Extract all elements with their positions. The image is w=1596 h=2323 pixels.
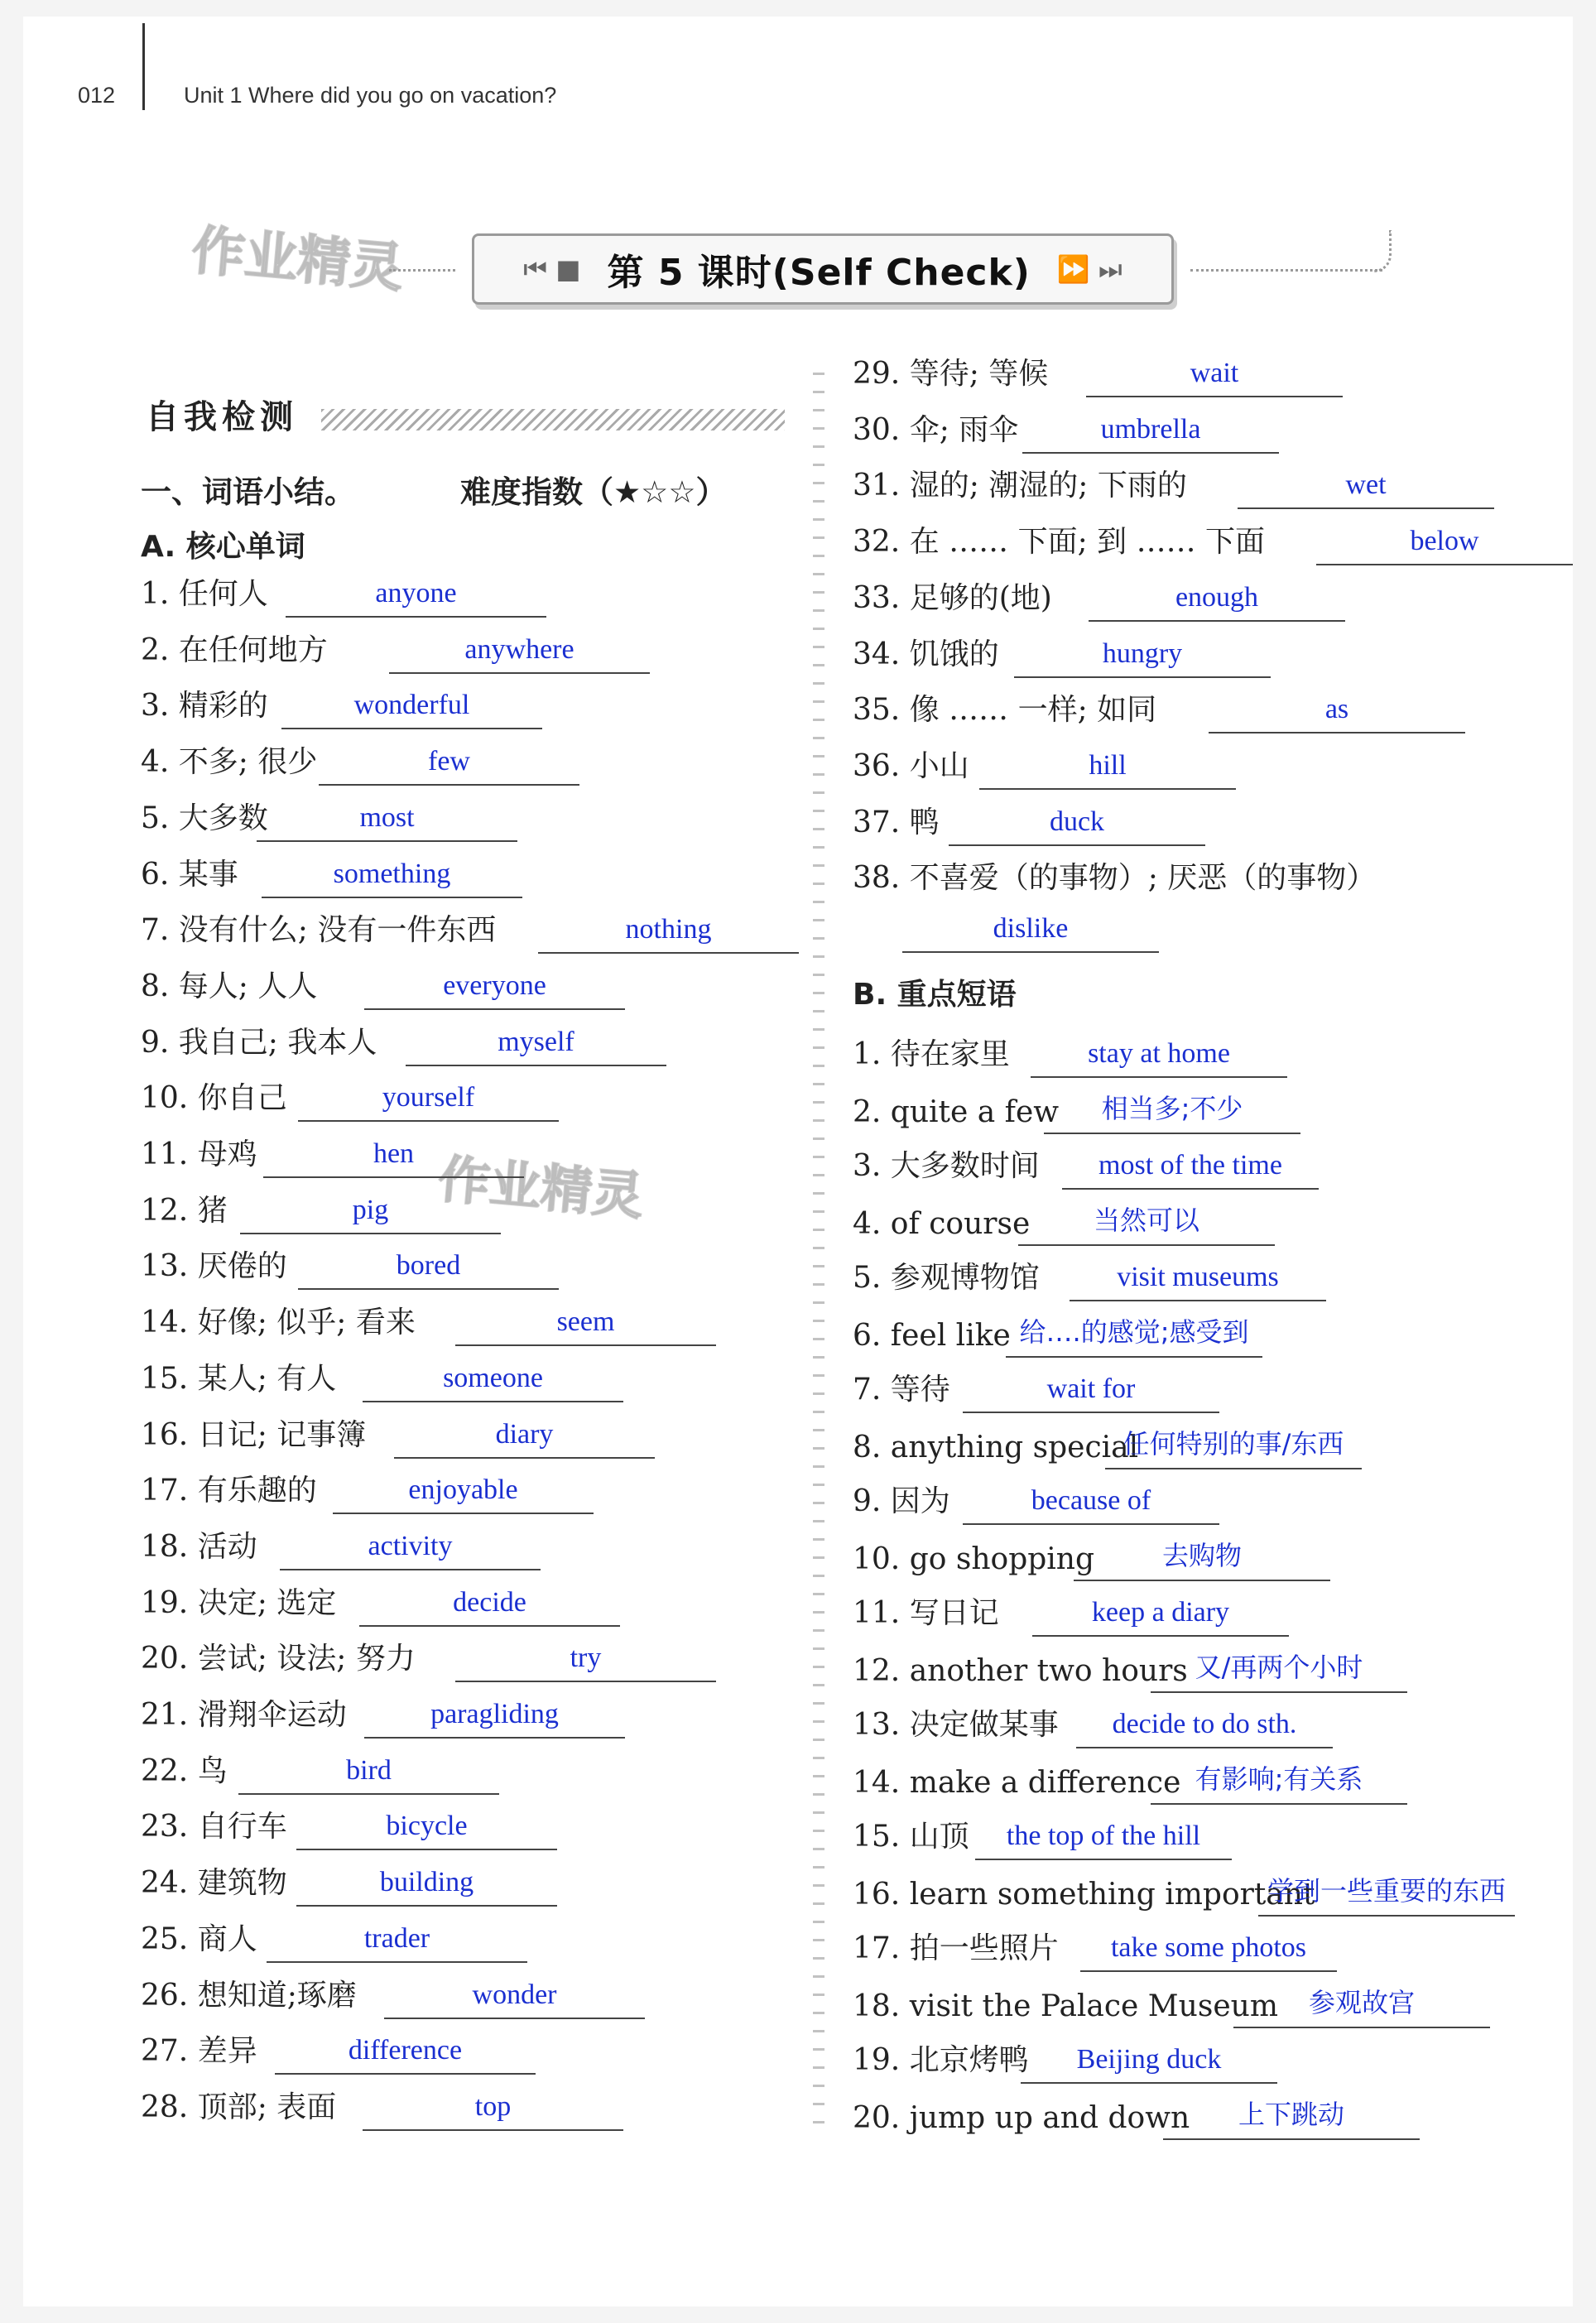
header-divider xyxy=(142,23,145,110)
vocab-item xyxy=(853,740,1548,790)
answer-blank-line xyxy=(257,840,517,842)
answer-blank-line xyxy=(298,1120,559,1122)
vocab-item xyxy=(853,572,1548,622)
item-prompt: 15. 山顶 xyxy=(853,1820,969,1854)
page-number: 012 xyxy=(78,83,116,108)
handwritten-answer: bored xyxy=(396,1250,461,1282)
item-prompt: 2. quite a few xyxy=(853,1094,1060,1129)
section-hatch-decoration xyxy=(321,409,785,430)
handwritten-answer: duck xyxy=(1049,806,1105,837)
handwritten-answer: top xyxy=(474,2090,512,2122)
item-prompt: 3. 精彩的 xyxy=(141,689,268,724)
answer-blank-line xyxy=(267,1961,527,1963)
item-prompt: 33. 足够的(地) xyxy=(853,580,1052,615)
phrase-item xyxy=(853,1252,1548,1301)
item-prompt: 23. 自行车 xyxy=(141,1810,287,1844)
item-prompt: 1. 任何人 xyxy=(141,577,268,611)
item-prompt: 9. 因为 xyxy=(853,1484,950,1518)
handwritten-answer: pig xyxy=(352,1194,389,1225)
handwritten-answer: most xyxy=(359,801,415,833)
item-prompt: 14. make a difference xyxy=(853,1765,1181,1800)
handwritten-answer: 给….的感觉;感受到 xyxy=(1019,1315,1249,1348)
vocab-item xyxy=(141,1464,803,1514)
answer-blank-line xyxy=(363,1401,623,1402)
item-prompt: 24. 建筑物 xyxy=(141,1866,287,1901)
answer-blank-line xyxy=(286,616,546,618)
item-prompt: 8. 每人; 人人 xyxy=(141,969,318,1003)
answer-blank-line xyxy=(949,844,1205,846)
handwritten-answer: nothing xyxy=(625,914,712,945)
vocab-item xyxy=(141,1521,803,1570)
answer-blank-line xyxy=(1062,1188,1319,1190)
phrase-item xyxy=(853,1979,1548,2028)
answer-blank-line xyxy=(1089,620,1345,622)
phrase-item xyxy=(853,1587,1548,1637)
handwritten-answer: wait for xyxy=(1046,1373,1136,1404)
item-prompt: 19. 决定; 选定 xyxy=(141,1585,337,1620)
item-prompt: 17. 拍一些照片 xyxy=(853,1931,1059,1965)
vocab-item xyxy=(853,516,1548,565)
handwritten-answer: hill xyxy=(1089,749,1127,781)
answer-blank-line xyxy=(240,1233,501,1234)
answer-blank-line xyxy=(1044,1133,1300,1134)
answer-blank-line xyxy=(394,1457,655,1459)
answer-blank-line xyxy=(1086,396,1343,397)
vocab-item xyxy=(141,1857,803,1907)
answer-blank-line xyxy=(1233,2027,1490,2028)
handwritten-answer: keep a diary xyxy=(1091,1597,1230,1628)
item-prompt: 1. 待在家里 xyxy=(853,1037,1010,1071)
answer-blank-line xyxy=(364,1008,625,1010)
item-prompt: 31. 湿的; 潮湿的; 下雨的 xyxy=(853,469,1187,503)
item-prompt: 10. go shopping xyxy=(853,1541,1095,1576)
item-prompt: 20. 尝试; 设法; 努力 xyxy=(141,1642,416,1676)
handwritten-answer: anywhere xyxy=(464,633,574,665)
lesson-title: 第 5 课时(Self Check) xyxy=(607,252,1031,294)
handwritten-answer: wonderful xyxy=(353,690,470,721)
answer-blank-line xyxy=(263,1176,524,1178)
vocab-item xyxy=(141,1970,803,2019)
phrase-item xyxy=(853,1085,1548,1134)
handwritten-answer: wet xyxy=(1345,469,1387,501)
item-prompt: 9. 我自己; 我本人 xyxy=(141,1025,377,1060)
answer-blank-line xyxy=(406,1065,666,1066)
handwritten-answer: 参观故宫 xyxy=(1308,1986,1415,2018)
handwritten-answer: seem xyxy=(556,1306,615,1338)
phrase-item xyxy=(853,1028,1548,1078)
item-prompt: 11. 母鸡 xyxy=(141,1137,257,1171)
item-prompt: 4. 不多; 很少 xyxy=(141,745,318,780)
answer-blank-line xyxy=(1151,1691,1407,1693)
item-prompt: 34. 饥饿的 xyxy=(853,637,999,671)
item-prompt: 30. 伞; 雨伞 xyxy=(853,412,1019,447)
section-title: 自我检测 xyxy=(146,398,298,436)
item-prompt: 13. 厌倦的 xyxy=(141,1249,287,1284)
answer-blank-line xyxy=(455,1344,716,1346)
item-prompt: 36. 小山 xyxy=(853,748,969,783)
item-prompt: 16. learn something important xyxy=(853,1877,1315,1912)
phrase-item xyxy=(853,1532,1548,1581)
phrase-item xyxy=(853,1811,1548,1860)
difficulty-rating: 难度指数（★☆☆） xyxy=(460,474,727,510)
item-prompt: 6. feel like xyxy=(853,1318,1011,1353)
answer-blank-line xyxy=(296,1849,557,1850)
item-prompt: 22. 鸟 xyxy=(141,1753,228,1788)
phrase-item xyxy=(853,1140,1548,1190)
handwritten-answer: someone xyxy=(443,1362,543,1393)
answer-blank-line xyxy=(975,1859,1232,1860)
vocab-item xyxy=(141,2025,803,2075)
handwritten-answer: trader xyxy=(363,1922,430,1954)
item-prompt: 15. 某人; 有人 xyxy=(141,1361,337,1396)
handwritten-answer: hen xyxy=(373,1138,415,1169)
item-prompt: 10. 你自己 xyxy=(141,1081,287,1116)
item-prompt: 6. 某事 xyxy=(141,857,238,892)
handwritten-answer: as xyxy=(1324,694,1349,725)
answer-blank-line xyxy=(238,1793,499,1795)
answer-blank-line xyxy=(262,897,522,898)
answer-blank-line xyxy=(281,728,542,729)
answer-blank-line xyxy=(1014,676,1271,678)
item-prompt: 5. 参观博物馆 xyxy=(853,1261,1040,1295)
banner-dotted-line xyxy=(389,269,455,272)
handwritten-answer: try xyxy=(570,1642,602,1674)
handwritten-answer: Beijing duck xyxy=(1076,2044,1222,2075)
phrase-item xyxy=(853,1475,1548,1525)
vocab-item xyxy=(141,1913,803,1963)
item-prompt: 17. 有乐趣的 xyxy=(141,1474,317,1508)
handwritten-answer: hungry xyxy=(1102,637,1183,669)
item-prompt: 14. 好像; 似乎; 看来 xyxy=(141,1306,416,1340)
item-prompt: 2. 在任何地方 xyxy=(141,632,328,667)
item-prompt: 4. of course xyxy=(853,1206,1031,1241)
item-prompt: 27. 差异 xyxy=(141,2034,257,2069)
vocab-item xyxy=(141,904,803,954)
handwritten-answer: activity xyxy=(368,1530,453,1561)
item-prompt: 25. 商人 xyxy=(141,1921,257,1956)
item-prompt: 18. 活动 xyxy=(141,1529,257,1564)
handwritten-answer: 当然可以 xyxy=(1093,1204,1199,1236)
handwritten-answer: 又/再两个小时 xyxy=(1195,1651,1363,1683)
vocab-item xyxy=(141,1240,803,1290)
item-prompt: 12. 猪 xyxy=(141,1193,228,1228)
unit-title: Unit 1 Where did you go on vacation? xyxy=(184,83,557,108)
item-prompt: 7. 等待 xyxy=(853,1373,950,1407)
handwritten-answer: 有影响;有关系 xyxy=(1195,1763,1363,1795)
vocab-item xyxy=(141,624,803,674)
handwritten-answer: wonder xyxy=(472,1979,557,2010)
handwritten-answer: bicycle xyxy=(386,1811,468,1842)
vocab-item xyxy=(141,568,803,618)
item-prompt: 19. 北京烤鸭 xyxy=(853,2043,1029,2077)
answer-blank-line xyxy=(296,1905,557,1907)
answer-blank-line xyxy=(1021,2082,1277,2084)
watermark-logo: 作业精灵 xyxy=(189,219,406,300)
vocab-item xyxy=(141,1801,803,1850)
handwritten-answer: dislike xyxy=(993,913,1069,945)
handwritten-answer: enough xyxy=(1175,581,1259,613)
vocab-item xyxy=(853,348,1548,397)
handwritten-answer: stay at home xyxy=(1088,1038,1230,1069)
answer-blank-line xyxy=(1076,1747,1333,1748)
handwritten-answer: wait xyxy=(1190,358,1239,388)
vocab-item xyxy=(141,1072,803,1122)
vocab-item xyxy=(853,852,1548,902)
lesson-banner xyxy=(472,233,1174,305)
answer-blank-line xyxy=(902,951,1159,953)
vocab-item xyxy=(141,849,803,898)
handwritten-answer: difference xyxy=(348,2035,463,2066)
handwritten-answer: because of xyxy=(1031,1485,1151,1516)
handwritten-answer: 去购物 xyxy=(1161,1539,1242,1571)
vocab-item xyxy=(853,903,1548,953)
vocab-item xyxy=(141,792,803,842)
vocab-item xyxy=(141,1128,803,1178)
answer-blank-line xyxy=(1238,507,1494,509)
answer-blank-line xyxy=(389,672,650,674)
handwritten-answer: something xyxy=(333,858,451,889)
answer-blank-line xyxy=(1258,1915,1515,1917)
answer-blank-line xyxy=(1074,1580,1330,1581)
item-prompt: 28. 顶部; 表面 xyxy=(141,2090,337,2124)
handwritten-answer: anyone xyxy=(375,578,457,608)
handwritten-answer: visit museums xyxy=(1117,1262,1279,1292)
item-prompt: 12. another two hours xyxy=(853,1653,1188,1688)
subsection-core-words: A. 核心单词 xyxy=(141,530,305,564)
handwritten-answer: yourself xyxy=(382,1082,475,1113)
vocab-item xyxy=(853,459,1548,509)
answer-blank-line xyxy=(1006,1356,1262,1358)
answer-blank-line xyxy=(1209,732,1465,733)
handwritten-answer: below xyxy=(1410,526,1479,557)
phrase-item xyxy=(853,1420,1548,1469)
item-prompt: 38. 不喜爱（的事物）; 厌恶（的事物） xyxy=(853,861,1377,896)
vocab-item xyxy=(141,2081,803,2131)
handwritten-answer: 相当多;不少 xyxy=(1101,1092,1243,1124)
answer-blank-line xyxy=(359,1625,620,1627)
item-prompt: 32. 在 …… 下面; 到 …… 下面 xyxy=(853,525,1266,560)
part-title: 一、词语小结。 xyxy=(141,474,355,510)
answer-blank-line xyxy=(1022,452,1279,454)
vocab-item xyxy=(141,960,803,1010)
answer-blank-line xyxy=(363,2129,623,2131)
answer-blank-line xyxy=(275,2073,536,2075)
answer-blank-line xyxy=(1151,1803,1407,1805)
phrase-item xyxy=(853,2034,1548,2084)
handwritten-answer: myself xyxy=(498,1026,574,1057)
item-prompt: 35. 像 …… 一样; 如同 xyxy=(853,693,1157,728)
phrase-item xyxy=(853,1699,1548,1748)
item-prompt: 29. 等待; 等候 xyxy=(853,357,1049,391)
handwritten-answer: paragliding xyxy=(430,1699,559,1729)
phrase-item xyxy=(853,2090,1548,2140)
vocab-item xyxy=(853,684,1548,733)
skip-back-icon: ⏮ ■ xyxy=(523,252,581,285)
item-prompt: 37. 鸭 xyxy=(853,805,940,839)
vocab-item xyxy=(141,1633,803,1682)
vocab-item xyxy=(141,736,803,786)
subsection-key-phrases: B. 重点短语 xyxy=(853,978,1017,1012)
handwritten-answer: most of the time xyxy=(1098,1150,1282,1181)
item-prompt: 26. 想知道;琢磨 xyxy=(141,1978,357,2013)
answer-blank-line xyxy=(1316,564,1573,565)
item-prompt: 3. 大多数时间 xyxy=(853,1149,1040,1183)
watermark-logo: 作业精灵 xyxy=(435,1148,647,1227)
vocab-item xyxy=(141,1745,803,1795)
item-prompt: 13. 决定做某事 xyxy=(853,1708,1059,1742)
answer-blank-line xyxy=(319,784,579,786)
phrase-item xyxy=(853,1867,1548,1917)
vocab-item xyxy=(141,1353,803,1402)
handwritten-answer: everyone xyxy=(443,969,546,1001)
answer-blank-line xyxy=(1080,1970,1337,1972)
answer-blank-line xyxy=(1163,2138,1420,2140)
answer-blank-line xyxy=(963,1412,1219,1413)
answer-blank-line xyxy=(298,1288,559,1290)
handwritten-answer: 上下跳动 xyxy=(1238,2098,1344,2130)
handwritten-answer: the top of the hill xyxy=(1006,1820,1201,1851)
phrase-item xyxy=(853,1643,1548,1693)
item-prompt: 16. 日记; 记事簿 xyxy=(141,1417,367,1452)
answer-blank-line xyxy=(538,952,799,954)
vocab-item xyxy=(853,628,1548,678)
answer-blank-line xyxy=(1032,1635,1289,1637)
answer-blank-line xyxy=(280,1569,541,1570)
answer-blank-line xyxy=(364,1737,625,1739)
handwritten-answer: 任何特别的事/东西 xyxy=(1122,1427,1344,1460)
handwritten-answer: umbrella xyxy=(1100,413,1201,445)
handwritten-answer: building xyxy=(379,1867,474,1898)
handwritten-answer: decide xyxy=(453,1586,526,1618)
handwritten-answer: take some photos xyxy=(1110,1932,1307,1963)
item-prompt: 11. 写日记 xyxy=(853,1596,999,1630)
vocab-item xyxy=(141,1185,803,1234)
handwritten-answer: bird xyxy=(346,1754,392,1786)
handwritten-answer: decide to do sth. xyxy=(1112,1709,1297,1739)
answer-blank-line xyxy=(963,1523,1219,1525)
vocab-item xyxy=(141,1409,803,1459)
skip-forward-icon: ⏩ ⏭ xyxy=(1056,252,1122,285)
item-prompt: 7. 没有什么; 没有一件东西 xyxy=(141,913,497,948)
item-prompt: 21. 滑翔伞运动 xyxy=(141,1698,347,1732)
vocab-item xyxy=(141,680,803,729)
banner-dotted-line xyxy=(1190,269,1382,272)
handwritten-answer: diary xyxy=(495,1418,554,1450)
item-prompt: 18. visit the Palace Museum xyxy=(853,1989,1278,2023)
phrase-item xyxy=(853,1755,1548,1805)
answer-blank-line xyxy=(1105,1468,1362,1469)
answer-blank-line xyxy=(455,1681,716,1682)
phrase-item xyxy=(853,1922,1548,1972)
vocab-item xyxy=(853,404,1548,454)
vocab-item xyxy=(141,1296,803,1346)
phrase-item xyxy=(853,1308,1548,1358)
item-prompt: 20. jump up and down xyxy=(853,2100,1190,2135)
answer-blank-line xyxy=(1070,1300,1326,1301)
phrase-item xyxy=(853,1196,1548,1246)
column-divider xyxy=(813,364,824,2128)
answer-blank-line xyxy=(333,1513,594,1514)
handwritten-answer: 学到一些重要的东西 xyxy=(1267,1874,1506,1907)
answer-blank-line xyxy=(1031,1076,1287,1078)
vocab-item xyxy=(853,796,1548,846)
vocab-item xyxy=(141,1577,803,1627)
answer-blank-line xyxy=(384,2018,645,2019)
phrase-item xyxy=(853,1364,1548,1413)
item-prompt: 5. 大多数 xyxy=(141,801,268,835)
handwritten-answer: enjoyable xyxy=(408,1474,518,1506)
vocab-item xyxy=(141,1017,803,1066)
vocab-item xyxy=(141,1689,803,1739)
answer-blank-line xyxy=(1018,1244,1275,1246)
item-prompt: 8. anything special xyxy=(853,1430,1139,1464)
handwritten-answer: few xyxy=(428,746,470,777)
answer-blank-line xyxy=(979,788,1236,790)
